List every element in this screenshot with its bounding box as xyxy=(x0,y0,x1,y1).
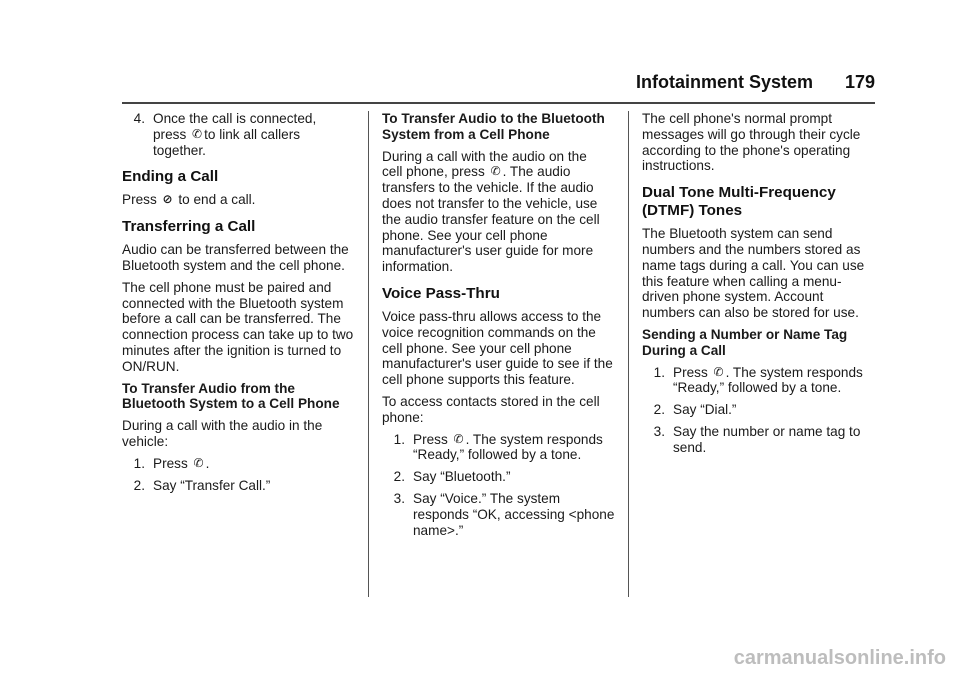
step-number: 1. xyxy=(653,364,665,380)
column-divider-2 xyxy=(628,111,629,597)
paragraph: The cell phone's normal prompt messages will go through their cycle according to the phone's operating instructions. xyxy=(642,111,861,174)
page-number: 179 xyxy=(844,72,875,92)
phone-icon: ✆ xyxy=(193,455,204,470)
column-2 xyxy=(382,111,618,544)
paragraph: The cell phone must be paired and connected with the Bluetooth system before a call can be transferred. The connection process can take up to two minutes after the ignition is turned to ON/RUN. xyxy=(122,279,354,374)
ending-call-text: Press ⊘ to end a call. xyxy=(122,192,256,208)
step-text: Say “Bluetooth.” xyxy=(413,469,511,485)
step-text: Say “Transfer Call.” xyxy=(153,477,271,493)
step-text: Say “Dial.” xyxy=(673,402,737,418)
step-1: 1. Press ✆ . xyxy=(122,456,358,472)
subheading: To Transfer Audio to the Bluetooth System from a Cell Phone xyxy=(382,111,605,142)
step-number: 1. xyxy=(393,431,405,447)
step-number: 3. xyxy=(653,423,665,439)
section-title: Infotainment System xyxy=(635,72,813,92)
watermark: carmanualsonline.info xyxy=(733,647,946,669)
phone-icon: ✆ xyxy=(192,126,203,141)
step-number: 2. xyxy=(653,402,665,418)
subheading: Sending a Number or Name Tag During a Call xyxy=(642,326,848,358)
phone-icon: ✆ xyxy=(490,164,501,179)
step-2 xyxy=(382,469,618,485)
step-text: Say “Voice.” The system responds “OK, accessing <phone name>.” xyxy=(413,490,615,538)
step-text: Once the call is connected, xyxy=(153,111,317,126)
step-text: Say the number or name tag to send. xyxy=(673,423,861,455)
step-number: 2. xyxy=(133,477,145,493)
paragraph: Audio can be transferred between the Bluetooth system and the cell phone. xyxy=(122,242,349,273)
step-number: 2. xyxy=(393,469,405,485)
step-2 xyxy=(642,402,878,418)
heading-ending-a-call: Ending a Call xyxy=(122,168,219,186)
column-divider-1 xyxy=(368,111,369,597)
heading-dtmf-tones: Dual Tone Multi-Frequency (DTMF) Tones xyxy=(642,184,836,220)
paragraph: During a call with the audio on the cell phone, press ✆ . The audio transfers to the vehicle. If the audio does not transfer to the vehicle, use the audio transfer feature on the cell phone. See your cell phone manufacturer's user guide for more information. xyxy=(382,148,600,275)
step-1: 1. Press ✆ . The system responds “Ready,” followed by a tone. xyxy=(642,365,878,397)
phone-icon: ✆ xyxy=(453,431,464,446)
phone-icon: ✆ xyxy=(713,364,724,379)
paragraph: Voice pass-thru allows access to the voice recognition commands on the cell phone. See your cell phone manufacturer's user guide to see if the cell phone supports this feature. xyxy=(382,308,613,388)
heading-transferring-a-call: Transferring a Call xyxy=(122,218,256,236)
column-1 xyxy=(122,111,358,499)
page-header xyxy=(122,66,875,104)
end-call-icon: ⊘ xyxy=(162,192,173,207)
step-number: 1. xyxy=(133,455,145,471)
column-3 xyxy=(642,111,878,462)
header-rule xyxy=(122,102,875,104)
heading-voice-pass-thru: Voice Pass-Thru xyxy=(382,284,500,302)
step-3 xyxy=(382,491,618,538)
paragraph: During a call with the audio in the vehicle: xyxy=(122,418,323,449)
subheading: To Transfer Audio from the Bluetooth System to a Cell Phone xyxy=(122,380,340,412)
paragraph: The Bluetooth system can send numbers and the numbers stored as name tags during a call. You can use this feature when calling a menu-driven phone system. Account numbers can also be stored for use. xyxy=(642,226,865,321)
step-1: 1. Press ✆ . The system responds “Ready,” followed by a tone. xyxy=(382,432,618,464)
step-number: 4. xyxy=(133,111,145,126)
step-2 xyxy=(122,478,358,494)
paragraph: To access contacts stored in the cell phone: xyxy=(382,393,600,425)
step-4-link-callers: 4. Once the call is connected, press ✆ to link all callers together. xyxy=(122,111,358,158)
step-number: 3. xyxy=(393,490,405,506)
step-3 xyxy=(642,424,878,456)
